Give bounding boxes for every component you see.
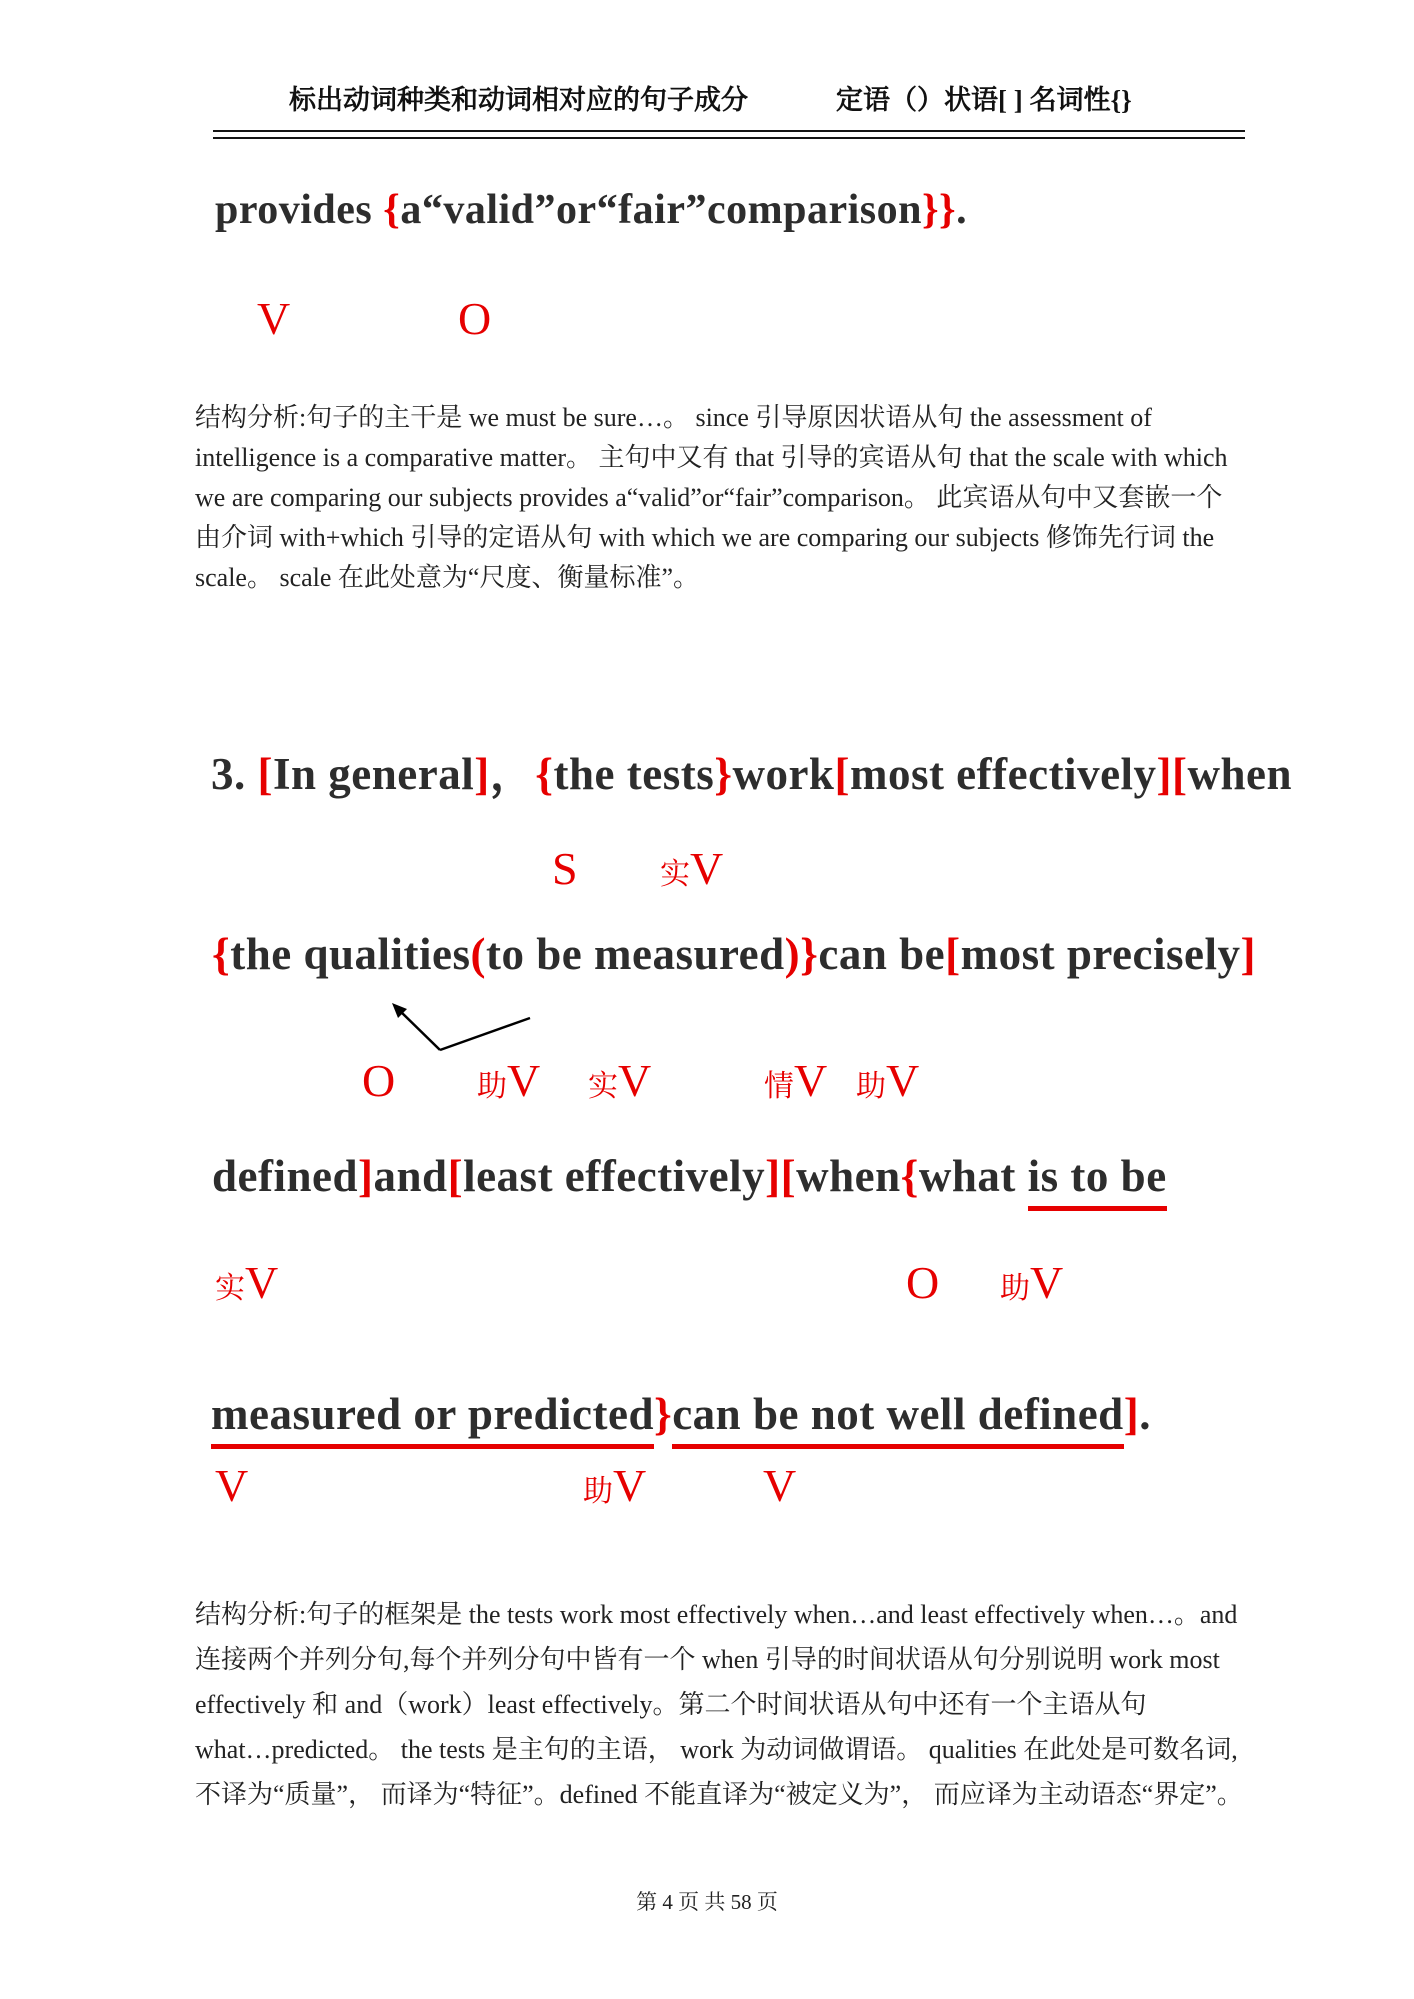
grammar-label-o (458, 293, 492, 344)
grammar-label-letter: S (552, 843, 578, 894)
grammar-label-v (257, 293, 291, 344)
sentence-text: when (796, 1151, 901, 1201)
bracket-marker: } (653, 1389, 673, 1439)
sentence-text: 3. (211, 749, 258, 799)
sentence-text: most precisely (960, 929, 1241, 979)
sentence-text: ， (489, 749, 536, 799)
grammar-label-cn: 实 (588, 1070, 618, 1103)
page-number: 第 4 页 共 58 页 (636, 1890, 778, 1914)
grammar-label-letter: V (618, 1055, 652, 1106)
grammar-label-letter: V (613, 1460, 647, 1511)
sentence-line (212, 928, 1256, 980)
sentence-text: and (373, 1151, 448, 1201)
annotation-arrows (365, 988, 545, 1063)
bracket-marker: ( (470, 929, 487, 979)
grammar-label-letter: V (257, 293, 291, 344)
sentence-text: provides (215, 187, 384, 233)
sentence-text: to be measured (486, 929, 785, 979)
bracket-marker: }} (921, 187, 957, 233)
grammar-label-v (763, 1460, 797, 1511)
sentence-line (212, 1150, 1167, 1202)
grammar-label-letter: V (690, 843, 724, 894)
grammar-label-o (906, 1257, 940, 1308)
grammar-label-letter: V (794, 1055, 828, 1106)
bracket-marker: [ (447, 1151, 464, 1201)
header-title: 标出动词种类和动词相对应的句子成分 (289, 85, 748, 115)
sentence-text: the tests (553, 749, 715, 799)
bracket-marker: { (383, 187, 401, 233)
sentence-text: work (732, 749, 835, 799)
sentence-text: the qualities (230, 929, 471, 979)
analysis-line: 连接两个并列分句,每个并列分句中皆有一个 when 引导的时间状语从句分别说明 work most (195, 1645, 1220, 1674)
sentence-text: In general (273, 749, 475, 799)
grammar-label-letter: O (362, 1055, 396, 1106)
sentence-text: . (956, 187, 968, 233)
grammar-label-v (215, 1460, 249, 1511)
bracket-marker: ] (1123, 1389, 1140, 1439)
grammar-label-zhu-v (477, 1055, 541, 1106)
sentence-text: what (918, 1151, 1028, 1201)
analysis-line: 不译为“质量”， 而译为“特征”。defined 不能直译为“被定义为”， 而应译为主动语态“界定”。 (195, 1780, 1243, 1809)
sentence-text: . (1139, 1389, 1151, 1439)
grammar-label-cn: 助 (1000, 1272, 1030, 1305)
sentence-text: when (1187, 749, 1293, 799)
grammar-label-letter: V (886, 1055, 920, 1106)
analysis-line: intelligence is a comparative matter。 主句中又有 that 引导的宾语从句 that the scale with which (195, 443, 1228, 472)
grammar-label-qing-v (764, 1055, 828, 1106)
bracket-marker: ][ (765, 1151, 797, 1201)
bracket-marker: ][ (1156, 749, 1188, 799)
bracket-marker: { (535, 749, 554, 799)
grammar-label-letter: V (245, 1257, 279, 1308)
analysis-line: what…predicted。 the tests 是主句的主语， work 为动词做谓语。 qualities 在此处是可数名词, (195, 1735, 1238, 1764)
grammar-label-cn: 助 (856, 1070, 886, 1103)
analysis-paragraph (195, 1592, 1265, 1817)
header-rule (213, 130, 1245, 139)
sentence-text: measured or predicted (211, 1389, 654, 1449)
header-legend: 定语（）状语[ ] 名词性{} (836, 85, 1132, 115)
grammar-label-letter: O (458, 293, 492, 344)
bracket-marker: { (212, 929, 231, 979)
sentence-line (215, 186, 967, 234)
sentence-text: least effectively (463, 1151, 766, 1201)
grammar-label-cn: 助 (477, 1070, 507, 1103)
grammar-label-zhu-v (1000, 1257, 1064, 1308)
grammar-label-shi-v (660, 843, 724, 894)
grammar-label-zhu-v (856, 1055, 920, 1106)
analysis-line: 由介词 with+which 引导的定语从句 with which we are comparing our subjects 修饰先行词 the (195, 523, 1215, 552)
sentence-text: is to be (1028, 1151, 1167, 1211)
grammar-label-letter: V (215, 1460, 249, 1511)
analysis-line: we are comparing our subjects provides a“valid”or“fair”comparison。 此宾语从句中又套嵌一个 (195, 483, 1223, 512)
bracket-marker: [ (945, 929, 961, 979)
sentence-text: can be (818, 929, 946, 979)
grammar-label-cn: 实 (215, 1272, 245, 1305)
grammar-label-shi-v (215, 1257, 279, 1308)
grammar-label-cn: 实 (660, 858, 690, 891)
analysis-line: 结构分析:句子的框架是 the tests work most effectively when…and least effectively when…。and (195, 1600, 1238, 1629)
analysis-paragraph (195, 398, 1265, 598)
grammar-label-letter: V (763, 1460, 797, 1511)
grammar-label-letter: V (507, 1055, 541, 1106)
bracket-marker: ] (1240, 929, 1256, 979)
grammar-label-cn: 情 (764, 1070, 794, 1103)
analysis-line: effectively 和 and（work）least effectively。第二个时间状语从句中还有一个主语从句 (195, 1690, 1147, 1719)
grammar-label-letter: O (906, 1257, 940, 1308)
analysis-line: scale。 scale 在此处意为“尺度、衡量标准”。 (195, 563, 700, 592)
bracket-marker: [ (834, 749, 850, 799)
sentence-text: can be not well defined (672, 1389, 1124, 1449)
grammar-label-letter: V (1030, 1257, 1064, 1308)
bracket-marker: ] (474, 749, 490, 799)
grammar-label-o (362, 1055, 396, 1106)
sentence-text: defined (212, 1151, 359, 1201)
grammar-label-s (552, 843, 578, 894)
sentence-line (211, 737, 1292, 802)
bracket-marker: [ (257, 749, 273, 799)
analysis-line: 结构分析:句子的主干是 we must be sure…。 since 引导原因状语从句 the assessment of (195, 403, 1152, 432)
sentence-text: a“valid”or“fair”comparison (400, 187, 922, 233)
bracket-marker: ] (358, 1151, 374, 1201)
bracket-marker: } (714, 749, 733, 799)
page-footer (0, 1886, 1414, 1916)
sentence-text: most effectively (849, 749, 1157, 799)
grammar-label-shi-v (588, 1055, 652, 1106)
grammar-label-zhu-v (583, 1460, 647, 1511)
bracket-marker: { (900, 1151, 919, 1201)
bracket-marker: )} (784, 929, 819, 979)
grammar-label-cn: 助 (583, 1475, 613, 1508)
sentence-line (211, 1388, 1151, 1440)
